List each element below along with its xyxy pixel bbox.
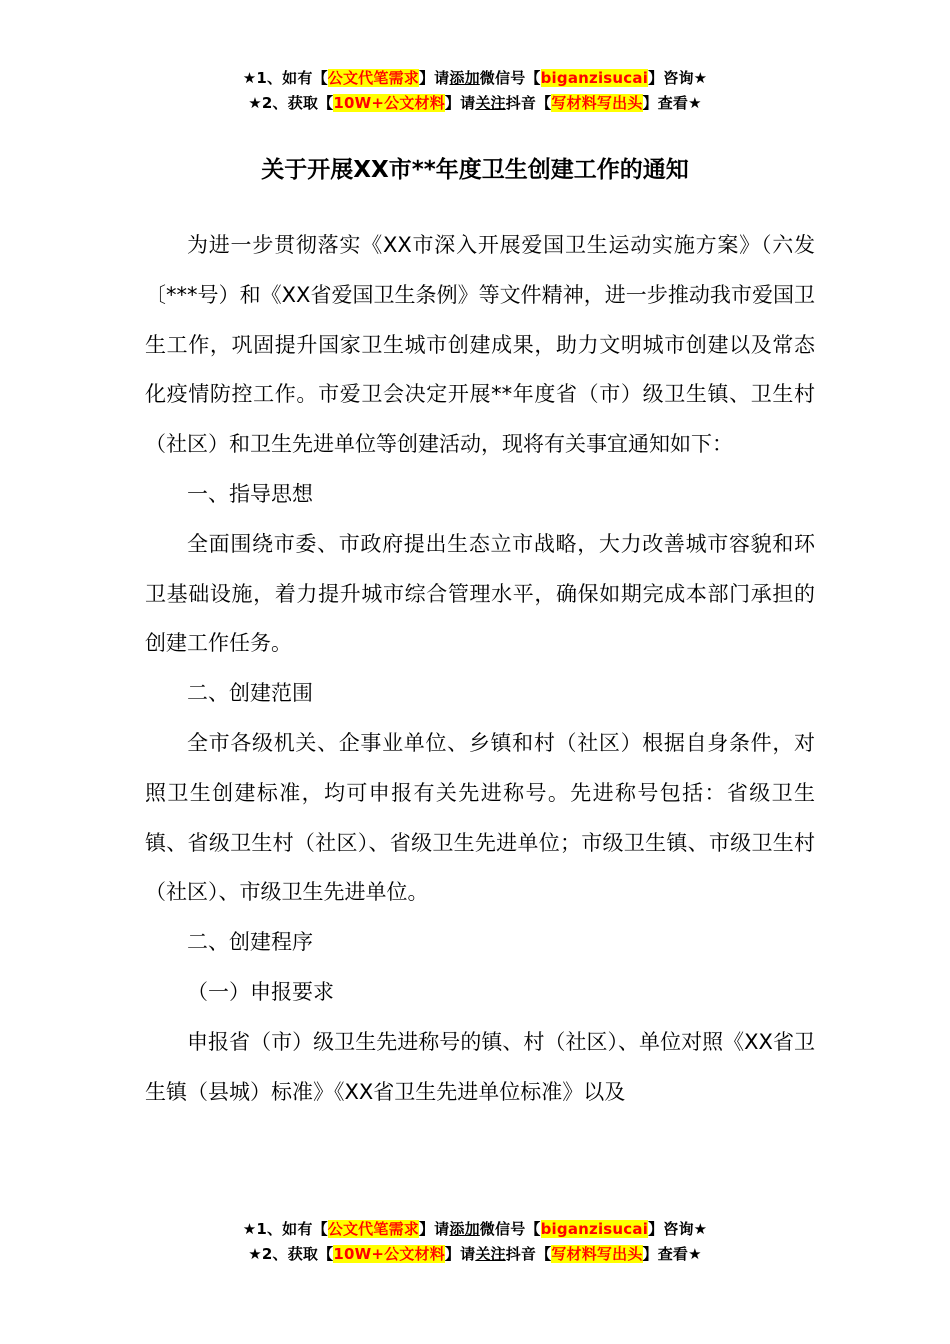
banner-text: 】咨询★ — [648, 1220, 708, 1238]
banner-highlight: biganzisucai — [540, 1220, 649, 1238]
banner-highlight: 10W+公文材料 — [333, 1245, 445, 1263]
banner-text: 】请 — [418, 69, 450, 87]
banner-text: 抖音【 — [505, 94, 552, 112]
banner-highlight: 10W+公文材料 — [333, 94, 445, 112]
paragraph-guiding-ideology: 全面围绕市委、市政府提出生态立市战略，大力改善城市容貌和环卫基础设施，着力提升城市综合管理水平，确保如期完成本部门承担的创建工作任务。 — [145, 531, 815, 656]
banner-text: 】请 — [444, 94, 476, 112]
paragraph-scope: 全市各级机关、企事业单位、乡镇和村（社区）根据自身条件，对照卫生创建标准，均可申报有关先进称号。先进称号包括：省级卫生镇、省级卫生村（社区）、省级卫生先进单位；市级卫生镇、市级卫生村（社区）、市级卫生先进单位。 — [145, 730, 815, 905]
banner-text: ★1、如有【 — [242, 1220, 328, 1238]
banner-text: ★2、获取【 — [248, 94, 334, 112]
heading-guiding-ideology: 一、指导思想 — [187, 481, 313, 506]
heading-scope: 二、创建范围 — [187, 681, 313, 706]
document-body — [145, 221, 815, 1117]
banner-text: 微信号【 — [479, 69, 541, 87]
header-banner — [0, 66, 950, 116]
document-title: 关于开展XX市**年度卫生创建工作的通知 — [261, 157, 689, 183]
heading-procedure: 二、创建程序 — [187, 930, 313, 955]
banner-text: 】咨询★ — [648, 69, 708, 87]
banner-text: 】请 — [418, 1220, 450, 1238]
banner-highlight: 公文代笔需求 — [327, 1220, 419, 1238]
footer-banner — [0, 1217, 950, 1267]
banner-text: 微信号【 — [479, 1220, 541, 1238]
banner-text: 】查看★ — [642, 1245, 702, 1263]
banner-highlight: biganzisucai — [540, 69, 649, 87]
banner-highlight: 公文代笔需求 — [327, 69, 419, 87]
banner-line-2 — [0, 91, 950, 116]
paragraph-intro: 为进一步贯彻落实《XX市深入开展爱国卫生运动实施方案》（六发〔***号）和《XX省爱国卫生条例》等文件精神，进一步推动我市爱国卫生工作，巩固提升国家卫生城市创建成果，助力文明城市创建以及常态化疫情防控工作。市爱卫会决定开展**年度省（市）级卫生镇、卫生村（社区）和卫生先进单位等创建活动，现将有关事宜通知如下： — [145, 233, 815, 457]
banner-line-1 — [0, 66, 950, 91]
banner-text: 】请 — [444, 1245, 476, 1263]
banner-highlight: 写材料写出头 — [551, 1245, 643, 1263]
banner-text: ★1、如有【 — [242, 69, 328, 87]
banner-underlined-text: 关注 — [475, 94, 506, 112]
banner-highlight: 写材料写出头 — [551, 94, 643, 112]
banner-underlined-text: 添加 — [449, 1220, 480, 1238]
banner-text: ★2、获取【 — [248, 1245, 334, 1263]
subheading-requirements: （一）申报要求 — [187, 979, 334, 1004]
banner-text: 抖音【 — [505, 1245, 552, 1263]
banner-line-1 — [0, 1217, 950, 1242]
banner-underlined-text: 关注 — [475, 1245, 506, 1263]
banner-text: 】查看★ — [642, 94, 702, 112]
paragraph-requirements: 申报省（市）级卫生先进称号的镇、村（社区）、单位对照《XX省卫生镇（县城）标准》《XX省卫生先进单位标准》以及 — [145, 1029, 815, 1104]
banner-line-2 — [0, 1242, 950, 1267]
banner-underlined-text: 添加 — [449, 69, 480, 87]
